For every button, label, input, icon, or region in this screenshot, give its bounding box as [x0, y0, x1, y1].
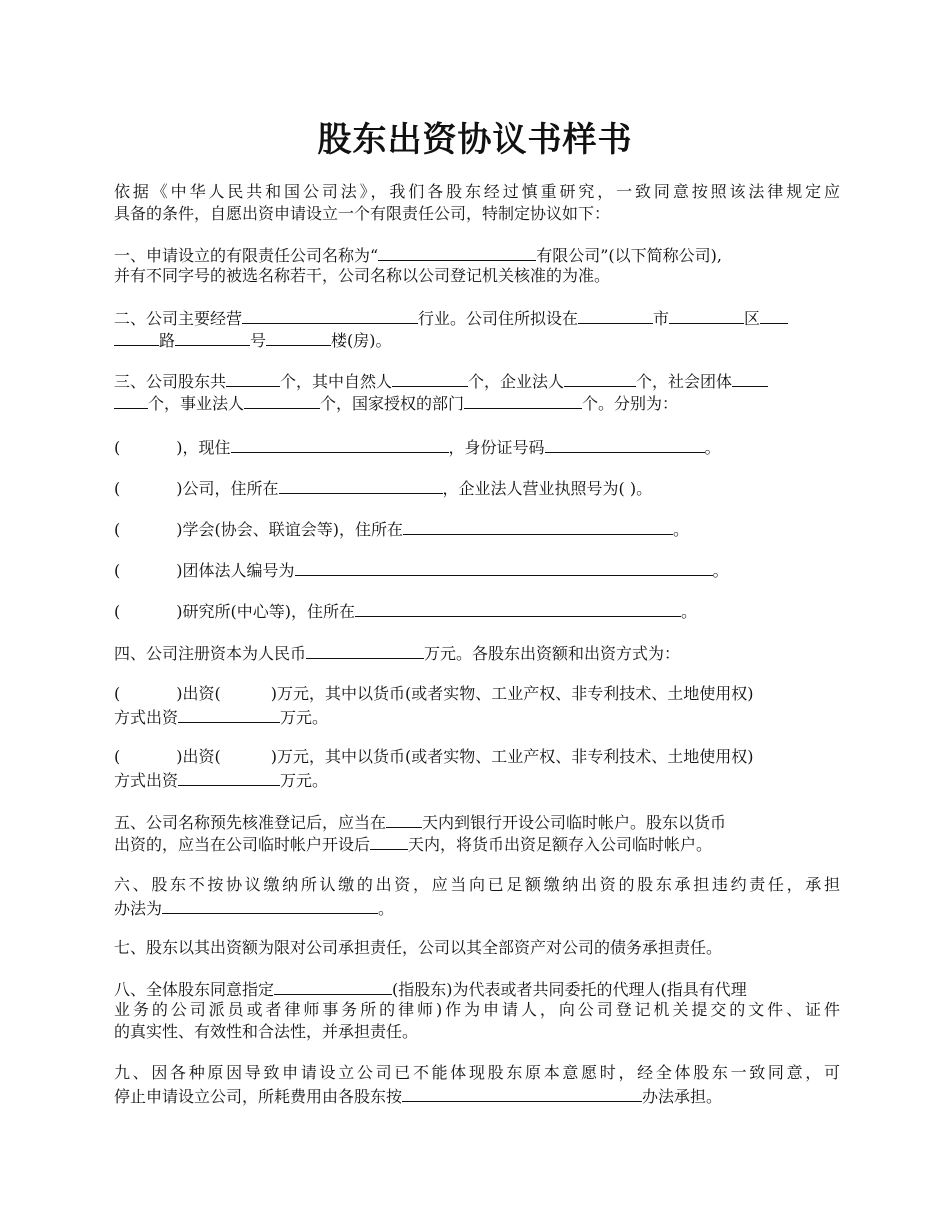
- district-blank-continued[interactable]: [760, 306, 788, 324]
- clause-8-line-3: 的真实性、有效性和合法性，并承担责任。: [114, 1022, 419, 1041]
- company-address-blank[interactable]: [279, 476, 443, 494]
- industry-blank[interactable]: [242, 306, 418, 324]
- shareholder-person-end: 。: [704, 438, 721, 457]
- shareholder-person-text-b: ，身份证号码: [448, 438, 545, 457]
- paren-open: (: [114, 602, 121, 621]
- clause-3-text-e: 个，事业法人: [148, 394, 245, 413]
- natural-person-count-blank[interactable]: [392, 369, 468, 387]
- shareholder-association-text-a: )学会(协会、联谊会等)，住所在: [176, 520, 403, 539]
- shareholder-group-end: 。: [712, 561, 729, 580]
- shareholder-institute-end: 。: [680, 602, 697, 621]
- clause-2-text-c: 市: [653, 309, 670, 328]
- paren-open: (: [114, 747, 121, 766]
- clause-3-text-c: 个，企业法人: [468, 372, 565, 391]
- clause-5-text-c: 出资的，应当在公司临时帐户开设后: [114, 835, 371, 854]
- clause-5-text-a: 五、公司名称预先核准登记后，应当在: [114, 813, 387, 832]
- clause-3-text-g: 个。分别为：: [582, 394, 679, 413]
- clause-8-line-2: 业务的公司派员或者律师事务所的律师)作为申请人，向公司登记机关提交的文件、证件: [114, 1000, 840, 1019]
- shareholder-line-group: [114, 558, 840, 580]
- clause-2-text-a: 二、公司主要经营: [114, 309, 243, 328]
- shareholder-association-end: 。: [672, 520, 689, 539]
- clause-4: [114, 641, 840, 663]
- clause-3-text-a: 三、公司股东共: [114, 372, 227, 391]
- clause-9-text-b: 办法承担。: [642, 1087, 723, 1106]
- intro-line-1: 依据《中华人民共和国公司法》，我们各股东经过慎重研究，一致同意按照该法律规定应: [114, 182, 840, 201]
- intro-paragraph: [114, 181, 840, 225]
- paren-open: (: [114, 520, 121, 539]
- clause-2-text-b: 行业。公司住所拟设在: [418, 309, 579, 328]
- clause-5-text-b: 天内到银行开设公司临时帐户。股东以货币: [422, 813, 727, 832]
- shareholder-institute-text-a: )研究所(中心等)，住所在: [176, 602, 355, 621]
- registered-capital-blank[interactable]: [306, 641, 424, 659]
- clause-5-text-d: 天内，将货币出资足额存入公司临时帐户。: [408, 835, 713, 854]
- clause-6-line-1: 六、股东不按协议缴纳所认缴的出资，应当向已足额缴纳出资的股东承担违约责任，承担: [114, 875, 840, 894]
- clause-7: [114, 937, 840, 959]
- clause-2: [114, 306, 840, 350]
- shareholder-company-text-a: )公司，住所在: [176, 479, 279, 498]
- institution-count-blank[interactable]: [244, 391, 320, 409]
- document-title: 股东出资协议书样书: [317, 120, 633, 160]
- id-number-blank[interactable]: [545, 435, 705, 453]
- building-blank[interactable]: [266, 328, 331, 346]
- contribution-2: [114, 746, 840, 790]
- clause-4-text-b: 万元。各股东出资额和出资方式为：: [424, 644, 681, 663]
- social-group-count-blank[interactable]: [732, 369, 768, 387]
- paren-open: (: [114, 438, 121, 457]
- clause-4-text-a: 四、公司注册资本为人民币: [114, 644, 307, 663]
- clause-9: [114, 1062, 840, 1106]
- shareholder-group-text-a: )团体法人编号为: [176, 561, 295, 580]
- contribution-2-text-c: 方式出资: [114, 771, 179, 790]
- contribution-method-amount-blank[interactable]: [178, 768, 280, 786]
- clause-2-text-e: 路: [159, 331, 176, 350]
- city-blank[interactable]: [578, 306, 653, 324]
- contribution-1-text-a: )出资(: [176, 684, 221, 703]
- clause-1: [114, 243, 840, 287]
- clause-6-text-a: 办法为: [114, 899, 163, 918]
- clause-3: [114, 369, 840, 413]
- shareholder-count-blank[interactable]: [226, 369, 280, 387]
- contribution-method-amount-blank[interactable]: [178, 705, 280, 723]
- group-number-blank[interactable]: [295, 558, 713, 576]
- clause-3-text-d: 个，社会团体: [636, 372, 733, 391]
- deposit-days-blank[interactable]: [370, 832, 408, 850]
- institute-address-blank[interactable]: [355, 599, 681, 617]
- road-blank[interactable]: [114, 328, 159, 346]
- clause-2-text-d: 区: [744, 309, 761, 328]
- shareholder-company-text-b: ，企业法人营业执照号为( )。: [442, 479, 653, 498]
- clause-1-text-a: 一、申请设立的有限责任公司名称为“: [114, 246, 379, 265]
- state-department-count-blank[interactable]: [464, 391, 582, 409]
- clause-5: [114, 810, 840, 854]
- shareholder-line-company: [114, 476, 840, 498]
- residence-blank[interactable]: [231, 435, 449, 453]
- cost-sharing-method-blank[interactable]: [402, 1084, 642, 1102]
- clause-7-line-1: 七、股东以其出资额为限对公司承担责任，公司以其全部资产对公司的债务承担责任。: [114, 938, 723, 957]
- clause-3-text-b: 个，其中自然人: [280, 372, 393, 391]
- clause-6: [114, 874, 840, 918]
- intro-line-2: 具备的条件，自愿出资申请设立一个有限责任公司，特制定协议如下：: [114, 204, 611, 223]
- contribution-2-text-b: )万元，其中以货币(或者实物、工业产权、非专利技术、土地使用权): [270, 747, 754, 766]
- bank-account-days-blank[interactable]: [386, 810, 422, 828]
- clause-2-text-g: 楼(房)。: [331, 331, 392, 350]
- paren-open: (: [114, 561, 121, 580]
- clause-2-text-f: 号: [250, 331, 267, 350]
- contribution-1-text-c: 方式出资: [114, 708, 179, 727]
- paren-open: (: [114, 684, 121, 703]
- contribution-2-text-a: )出资(: [176, 747, 221, 766]
- number-blank[interactable]: [175, 328, 250, 346]
- clause-8: [114, 977, 840, 1043]
- representative-blank[interactable]: [274, 977, 392, 995]
- shareholder-line-association: [114, 517, 840, 539]
- association-address-blank[interactable]: [403, 517, 673, 535]
- contribution-2-text-d: 万元。: [280, 771, 329, 790]
- clause-1-text-b: 有限公司”(以下简称公司),: [536, 246, 722, 265]
- social-group-count-blank-continued[interactable]: [114, 391, 148, 409]
- clause-8-text-a: 八、全体股东同意指定: [114, 980, 275, 999]
- paren-open: (: [114, 479, 121, 498]
- contribution-1: [114, 683, 840, 727]
- shareholder-line-person: [114, 435, 840, 457]
- clause-9-line-1: 九、因各种原因导致申请设立公司已不能体现股东原本意愿时，经全体股东一致同意，可: [114, 1063, 840, 1082]
- clause-6-text-b: 。: [378, 899, 395, 918]
- district-blank[interactable]: [669, 306, 744, 324]
- liability-method-blank[interactable]: [162, 896, 378, 914]
- enterprise-count-blank[interactable]: [564, 369, 636, 387]
- contribution-1-text-d: 万元。: [280, 708, 329, 727]
- clause-8-text-b: (指股东)为代表或者共同委托的代理人(指具有代理: [392, 980, 747, 999]
- shareholder-line-institute: [114, 599, 840, 621]
- clause-1-line-2: 并有不同字号的被选名称若干，公司名称以公司登记机关核准的为准。: [114, 266, 611, 285]
- clause-9-text-a: 停止申请设立公司，所耗费用由各股东按: [114, 1087, 403, 1106]
- contribution-1-text-b: )万元，其中以货币(或者实物、工业产权、非专利技术、土地使用权): [270, 684, 754, 703]
- clause-3-text-f: 个，国家授权的部门: [320, 394, 465, 413]
- company-name-blank[interactable]: [378, 243, 536, 261]
- shareholder-person-text-a: )，现住: [176, 438, 231, 457]
